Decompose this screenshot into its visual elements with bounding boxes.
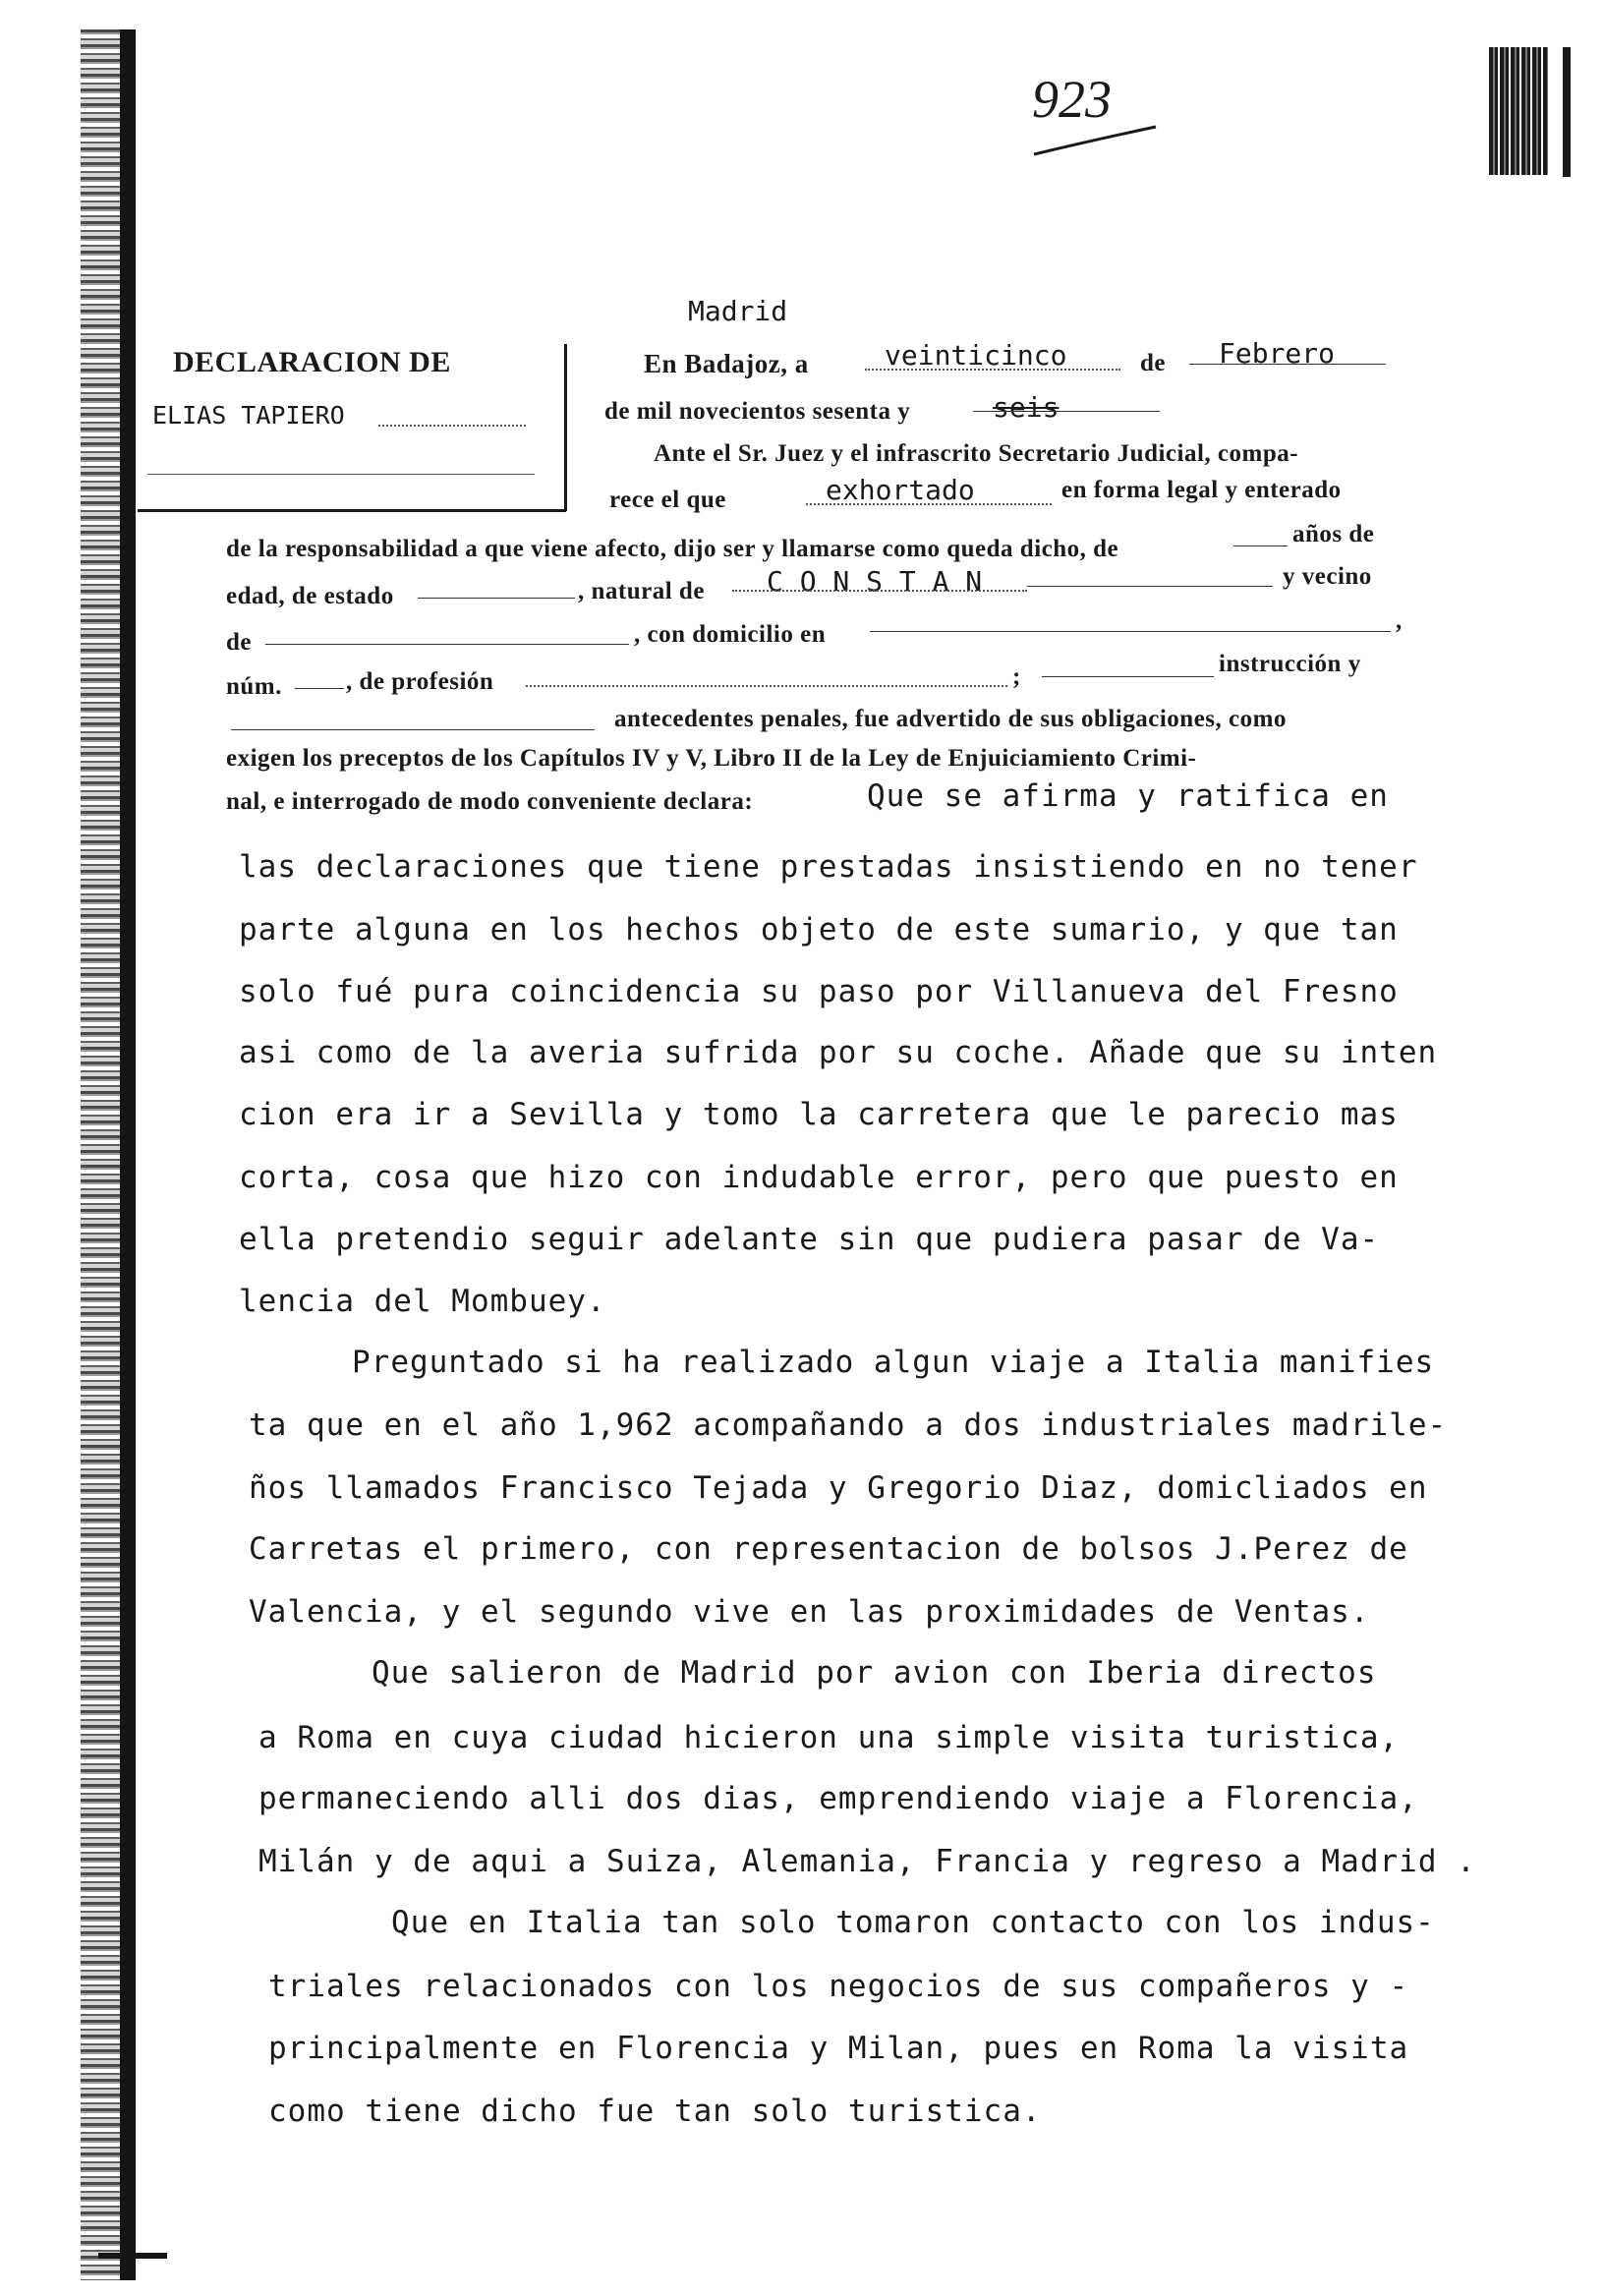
statement-line: Que en Italia tan solo tomaron contacto con los indus- [391, 1905, 1435, 1940]
form-line-5-end: años de [1292, 521, 1375, 547]
statement-line: ños llamados Francisco Tejada y Gregorio Diaz, domicliados en [249, 1470, 1428, 1506]
form-line-4a: rece el que [609, 487, 726, 513]
form-line-8d: instrucción y [1219, 651, 1361, 677]
profesion-dots [526, 685, 1007, 687]
statement-line: solo fué pura coincidencia su paso por Villanueva del Fresno [239, 974, 1399, 1009]
statement-line: Que se afirma y ratifica en [867, 778, 1389, 814]
statement-line: Carretas el primero, con representacion de bolsos J.Perez de [249, 1531, 1408, 1567]
form-line-8b: , de profesión [346, 668, 494, 695]
form-line-4b: en forma legal y enterado [1061, 477, 1342, 503]
form-line-7a: de [226, 629, 252, 656]
statement-line: como tiene dicho fue tan solo turistica. [268, 2094, 1042, 2129]
statement-line: ta que en el año 1,962 acompañando a dos industriales madrile- [249, 1407, 1448, 1443]
natural-line [1027, 586, 1273, 587]
day-field: veinticinco [885, 339, 1067, 372]
statement-line: a Roma en cuya ciudad hicieron una simple visita turistica, [258, 1720, 1400, 1755]
corner-stamp [1489, 47, 1548, 175]
profesion-line [1042, 676, 1214, 677]
year-line [973, 411, 1160, 412]
form-line-6b: , natural de [578, 578, 705, 604]
statement-line: Preguntado si ha realizado algun viaje a Italia manifies [352, 1345, 1435, 1380]
statement-line: lencia del Mombuey. [239, 1284, 606, 1319]
de-label: de [1140, 350, 1166, 376]
instruccion-line [231, 729, 595, 730]
statement-line: Milán y de aqui a Suiza, Alemania, Francia y regreso a Madrid . [258, 1844, 1476, 1879]
binding-edge [81, 29, 130, 2280]
header-box-right-border [564, 344, 567, 511]
city-typed: Madrid [688, 295, 788, 327]
form-line-9: antecedentes penales, fue advertido de sus obligaciones, como [614, 706, 1287, 732]
natural-dots [732, 590, 1027, 592]
form-line-10: exigen los preceptos de los Capítulos IV y V, Libro II de la Ley de Enjuiciamiento Crimi- [226, 745, 1197, 772]
statement-line: principalmente en Florencia y Milan, pues en Roma la visita [268, 2031, 1409, 2066]
header-box-bottom-border [138, 509, 566, 512]
statement-line: corta, cosa que hizo con indudable error, pero que puesto en [239, 1160, 1399, 1195]
form-line-11: nal, e interrogado de modo conveniente declara: [226, 788, 754, 815]
vecino-line [265, 644, 629, 645]
estado-line [418, 598, 575, 599]
domicilio-line [870, 631, 1391, 632]
form-line-6c: y vecino [1283, 563, 1372, 590]
statement-line: permaneciendo alli dos dias, emprendiendo viaje a Florencia, [258, 1781, 1418, 1816]
statement-line: Valencia, y el segundo vive en las proximidades de Ventas. [249, 1594, 1370, 1630]
form-line-3: Ante el Sr. Juez y el infrascrito Secretario Judicial, compa- [654, 440, 1299, 467]
month-line [1189, 364, 1386, 365]
form-line-7c: , [1396, 607, 1403, 634]
statement-line: cion era ir a Sevilla y tomo la carretera que le parecio mas [239, 1097, 1399, 1132]
form-line-7b: , con domicilio en [634, 621, 827, 648]
day-dots [865, 369, 1120, 371]
comparece-dots [806, 503, 1052, 505]
year-suffix: seis [993, 391, 1060, 424]
form-line-8a: núm. [226, 673, 282, 700]
num-line [295, 688, 344, 689]
city-printed: En Badajoz, a [644, 349, 809, 378]
statement-line: Que salieron de Madrid por avion con Iberia directos [372, 1655, 1377, 1691]
binding-foot [98, 2253, 167, 2259]
page-number-underline [1032, 123, 1160, 162]
statement-line: parte alguna en los hechos objeto de este sumario, y que tan [239, 912, 1399, 947]
declarant-dots [378, 425, 526, 427]
natural-field: C O N S T A N [767, 565, 983, 598]
statement-line: triales relacionados con los negocios de sus compañeros y - [268, 1969, 1409, 2004]
declarant-name: ELIAS TAPIERO [152, 401, 345, 430]
header-title: DECLARACION DE [173, 346, 451, 378]
statement-line: las declaraciones que tiene prestadas insistiendo en no tener [239, 849, 1418, 885]
age-line [1233, 545, 1288, 546]
corner-stamp-bar [1563, 47, 1571, 177]
form-line-8c: ; [1012, 663, 1021, 690]
statement-line: asi como de la averia sufrida por su coche. Añade que su inten [239, 1035, 1438, 1070]
form-line-5: de la responsabilidad a que viene afecto, dijo ser y llamarse como queda dicho, de [226, 536, 1119, 562]
year-prefix: de mil novecientos sesenta y [604, 398, 911, 425]
header-box-line [147, 474, 535, 475]
page-number: 923 [1032, 70, 1112, 129]
form-line-6a: edad, de estado [226, 583, 394, 609]
comparece-field: exhortado [826, 474, 975, 506]
month-field: Febrero [1219, 337, 1336, 370]
statement-line: ella pretendio seguir adelante sin que pudiera pasar de Va- [239, 1222, 1380, 1257]
